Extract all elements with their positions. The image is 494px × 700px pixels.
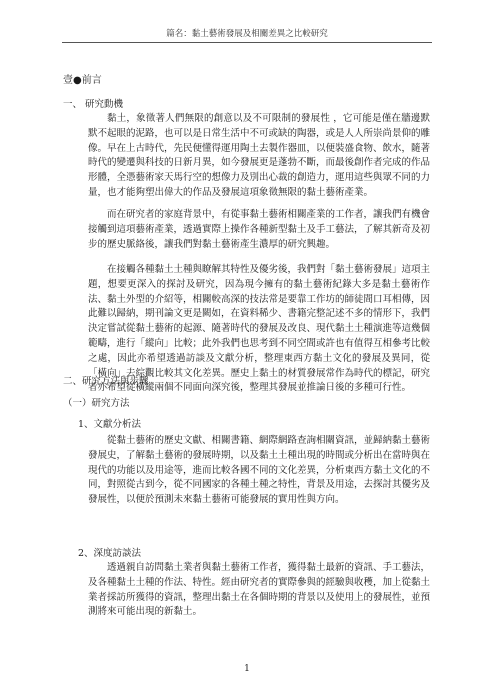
paragraph-motivation-2: 而在研究者的家庭背景中，有從事黏土藝術相關產業的工作者，讓我們有機會接觸到這項藝術產業，透過實際上操作各種新型黏土及手工藝法，了解其新奇及初步的歷史脈絡後，讓我們對黏土藝術產生濃厚的研究興趣。 bbox=[88, 209, 431, 250]
page-number: 1 bbox=[244, 664, 250, 674]
paragraph-in-depth-interview: 透過親自訪問黏土業者與黏土藝術工作者，獲得黏土最新的資訊、手工藝法，及各種黏土土種的作法、特性。經由研究者的實際參與的經驗與收穫，加上從黏土業者採訪所獲得的資訊，整理出黏土在各個時期的背景以及使用上的發展性，並預測將來可能出現的新黏土。 bbox=[88, 562, 431, 618]
subheading-research-methods: （一）研究方法 bbox=[63, 398, 130, 409]
running-header: 篇名：黏土藝術發展及相關差異之比較研究 bbox=[166, 29, 328, 39]
section-heading-preface: 壹●前言 bbox=[63, 75, 102, 86]
subheading-research-methods-steps: 二、研究方法與步驟 bbox=[63, 376, 149, 387]
paragraph-motivation-1: 黏土，象徵著人們無限的創意以及不可限制的發展性 ，它可能是僅在牆邊默默不起眼的泥路，也可以是日常生活中不可或缺的陶器，或是人人所崇尚景仰的雕像。早在上古時代，先民便懂得運用陶土去製作器皿，以便裝盛食物、飲水，隨著時代的變遷與科技的日新月異，如今發展更是蓬勃不斷，而最後創作者完成的作品形體，全憑藝術家天馬行空的想像力及別出心裁的創造力，運用這些與眾不同的力量，也才能夠塑出偉大的作品及發展這項象徵無限的黏土藝術產業。 bbox=[88, 113, 431, 198]
paragraph-motivation-3: 在接觸各種黏土土種與瞭解其特性及優劣後，我們對「黏土藝術發展」這項主題，想要更深入的探討及研究，因為現今擁有的黏土藝術紀錄大多是黏土藝術作法、黏土外型的介紹等，相關較高深的技法常是要靠工作坊的師徒間口耳相傳，因此難以歸納，期刊論文更是闕如，在資料稀少、書籍完整記述不多的情形下，我們決定嘗試從黏土藝術的起源、隨著時代的發展及改良、現代黏土土種演進等這幾個範疇，進行「縱向」比較；此外我們也思考到不同空間或許也有值得互相參考比較之處，因此亦希望透過訪談及文獻分析，整理東西方黏土文化的發展及異同，從「橫向」去綜觀比較其文化差異。歷史上黏土的材質發展常作為時代的標記，研究者亦希望從橫縱兩個不同面向深究後，整理其發展並推論日後的多種可行性。 bbox=[88, 264, 431, 394]
method-heading-in-depth-interview: 2、深度訪談法 bbox=[78, 548, 142, 559]
paragraph-literature-analysis: 從黏土藝術的歷史文獻、相關書籍、網際網路查詢相關資訊，並歸納黏土藝術發展史，了解黏土藝術的發展時期，以及黏土土種出現的時間或分析出在當時與在現代的功能以及用途等，進而比較各國不同的文化差異，分析東西方黏土文化的不同，對照從古到今，從不同國家的各種土種之特性，背景及用途，去探討其優劣及發展性，以便於預測未來黏土藝術可能發展的實用性與方向。 bbox=[88, 435, 431, 506]
header-rule bbox=[62, 42, 432, 43]
method-heading-literature-analysis: 1、文獻分析法 bbox=[78, 419, 142, 430]
subheading-research-motivation: 一、 研究動機 bbox=[63, 99, 124, 110]
